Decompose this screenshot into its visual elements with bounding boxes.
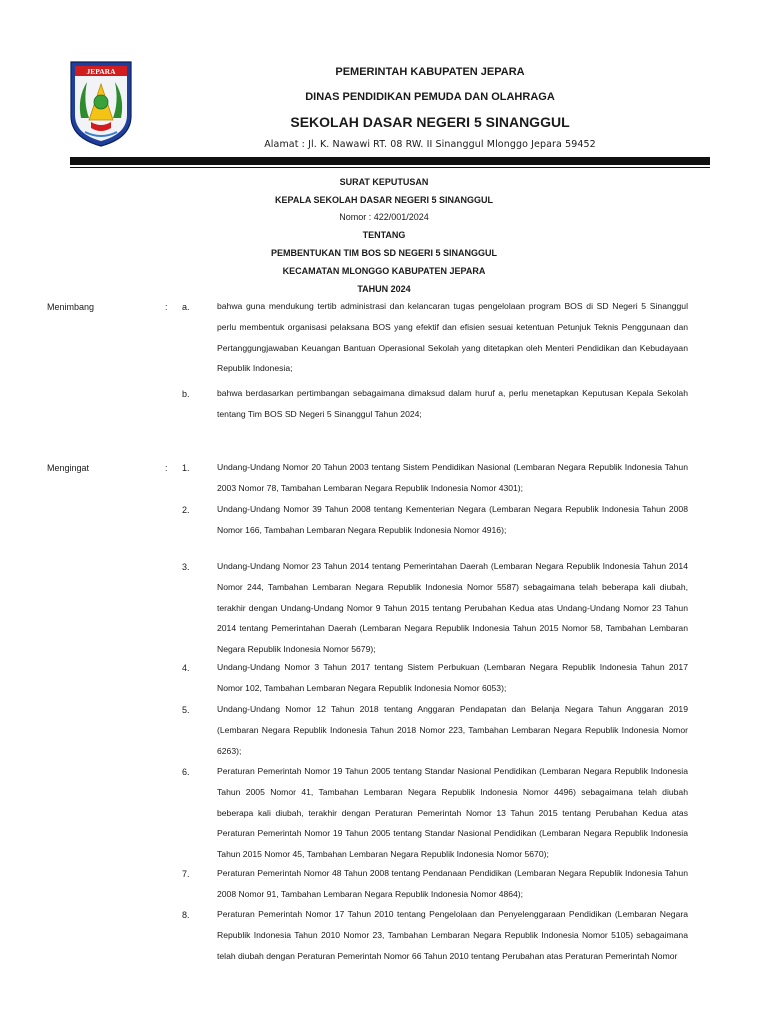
section-label-mengingat: Mengingat bbox=[47, 463, 90, 473]
decree-subject-line-2: KECAMATAN MLONGGO KABUPATEN JEPARA bbox=[282, 266, 486, 276]
mengingat-item-marker: 3. bbox=[182, 562, 190, 572]
mengingat-item-marker: 6. bbox=[182, 767, 190, 777]
mengingat-item-text: Peraturan Pemerintah Nomor 17 Tahun 2010 tentang Pengelolaan dan Penyelenggaraan Pendidikan (Lembaran Negara Republik Indonesia Tahun 2010 Nomor 23, Tambahan Lembaran Negara Republik Indonesia Nomor 5105) sebagaimana telah diubah dengan Peraturan Pemerintah Nomor 66 Tahun 2010 tentang Perubahan atas Peraturan Pemerintah Nomor bbox=[217, 909, 688, 961]
mengingat-item-marker: 5. bbox=[182, 705, 190, 715]
shield-emblem-icon bbox=[67, 58, 135, 148]
menimbang-item-text: bahwa berdasarkan pertimbangan sebagaimana dimaksud dalam huruf a, perlu menetapkan Keputusan Kepala Sekolah tentang Tim BOS SD Negeri 5 Sinanggul Tahun 2024; bbox=[217, 388, 688, 419]
letterhead-divider-thick bbox=[70, 157, 710, 165]
mengingat-item-marker: 7. bbox=[182, 869, 190, 879]
letterhead-government-name: PEMERINTAH KABUPATEN JEPARA bbox=[335, 66, 525, 78]
mengingat-item-text: Undang-Undang Nomor 3 Tahun 2017 tentang Sistem Perbukuan (Lembaran Negara Republik Indonesia Tahun 2017 Nomor 102, Tambahan Lembaran Negara Republik Indonesia Nomor 6053); bbox=[217, 662, 688, 693]
mengingat-item-marker: 2. bbox=[182, 505, 190, 515]
section-colon-mengingat: : bbox=[165, 463, 168, 473]
decree-subject-line-1: PEMBENTUKAN TIM BOS SD NEGERI 5 SINANGGUL bbox=[270, 248, 497, 258]
mengingat-item-marker: 4. bbox=[182, 663, 190, 673]
menimbang-item-text: bahwa guna mendukung tertib administrasi dan kelancaran tugas pengelolaan program BOS di SD Negeri 5 Sinanggul perlu membentuk organisasi pelaksana BOS yang efektif dan efisien sesuai ketentuan Petunjuk Teknis Penggunaan dan Pertanggungjawaban Keuangan Bantuan Operasional Sekolah yang ditetapkan oleh Menteri Pendidikan dan Kebudayaan Republik Indonesia; bbox=[217, 301, 688, 374]
jepara-emblem-logo bbox=[67, 58, 135, 148]
mengingat-item-marker: 1. bbox=[182, 463, 190, 473]
decree-about: TENTANG bbox=[362, 230, 406, 240]
mengingat-item-marker: 8. bbox=[182, 910, 190, 920]
mengingat-item-text: Undang-Undang Nomor 23 Tahun 2014 tentang Pemerintahan Daerah (Lembaran Negara Republik Indonesia Tahun 2014 Nomor 244, Tambahan Lembaran Negara Republik Indonesia Nomor 5587) sebagaimana telah beberapa kali diubah, terakhir dengan Undang-Undang Nomor 9 Tahun 2015 tentang Perubahan Kedua atas Undang-Undang Nomor 23 Tahun 2014 tentang Pemerintahan Daerah (Lembaran Negara Republik Indonesia Tahun 2015 Nomor 58, Tambahan Lembaran Negara Republik Indonesia Nomor 5679); bbox=[217, 561, 688, 655]
letterhead-address: Alamat : Jl. K. Nawawi RT. 08 RW. II Sinanggul Mlonggo Jepara 59452 bbox=[264, 139, 596, 150]
mengingat-item-text: Undang-Undang Nomor 39 Tahun 2008 tentang Kementerian Negara (Lembaran Negara Republik Indonesia Tahun 2008 Nomor 166, Tambahan Lembaran Negara Republik Indonesia Nomor 4916); bbox=[217, 504, 688, 535]
section-label-menimbang: Menimbang bbox=[47, 302, 95, 312]
menimbang-item-marker: a. bbox=[182, 302, 190, 312]
mengingat-item-text: Peraturan Pemerintah Nomor 19 Tahun 2005 tentang Standar Nasional Pendidikan (Lembaran Negara Republik Indonesia Tahun 2005 Nomor 41, Tambahan Lembaran Negara Republik Indonesia Nomor 4496) sebagaimana telah diubah beberapa kali diubah, terakhir dengan Peraturan Pemerintah Nomor 13 Tahun 2015 tentang Perubahan Kedua atas Peraturan Pemerintah Nomor 19 Tahun 2005 tentang Standar Nasional Pendidikan (Lembaran Negara Republik Indonesia Tahun 2015 Nomor 45, Tambahan Lembaran Negara Republik Indonesia Nomor 5670); bbox=[217, 766, 688, 860]
decree-type: SURAT KEPUTUSAN bbox=[339, 177, 429, 187]
decree-number: Nomor : 422/001/2024 bbox=[339, 212, 429, 222]
mengingat-item-text: Peraturan Pemerintah Nomor 48 Tahun 2008 tentang Pendanaan Pendidikan (Lembaran Negara Republik Indonesia Tahun 2008 Nomor 91, Tambahan Lembaran Negara Republik Indonesia Nomor 4864); bbox=[217, 868, 688, 899]
mengingat-item-text: Undang-Undang Nomor 12 Tahun 2018 tentang Anggaran Pendapatan dan Belanja Negara Tahun Anggaran 2019 (Lembaran Negara Republik Indonesia Tahun 2018 Nomor 223, Tambahan Lembaran Negara Republik Indonesia Nomor 6263); bbox=[217, 704, 688, 756]
letterhead-divider-thin bbox=[70, 167, 710, 168]
emblem-title-text: JEPARA bbox=[86, 67, 116, 76]
letterhead-department-name: DINAS PENDIDIKAN PEMUDA DAN OLAHRAGA bbox=[305, 91, 555, 103]
menimbang-item-marker: b. bbox=[182, 389, 190, 399]
decree-year: TAHUN 2024 bbox=[357, 284, 411, 294]
mengingat-item-text: Undang-Undang Nomor 20 Tahun 2003 tentang Sistem Pendidikan Nasional (Lembaran Negara Republik Indonesia Tahun 2003 Nomor 78, Tambahan Lembaran Negara Republik Indonesia Nomor 4301); bbox=[217, 462, 688, 493]
letterhead-school-name: SEKOLAH DASAR NEGERI 5 SINANGGUL bbox=[290, 114, 570, 130]
section-colon-menimbang: : bbox=[165, 302, 168, 312]
decree-issuer: KEPALA SEKOLAH DASAR NEGERI 5 SINANGGUL bbox=[274, 195, 494, 205]
